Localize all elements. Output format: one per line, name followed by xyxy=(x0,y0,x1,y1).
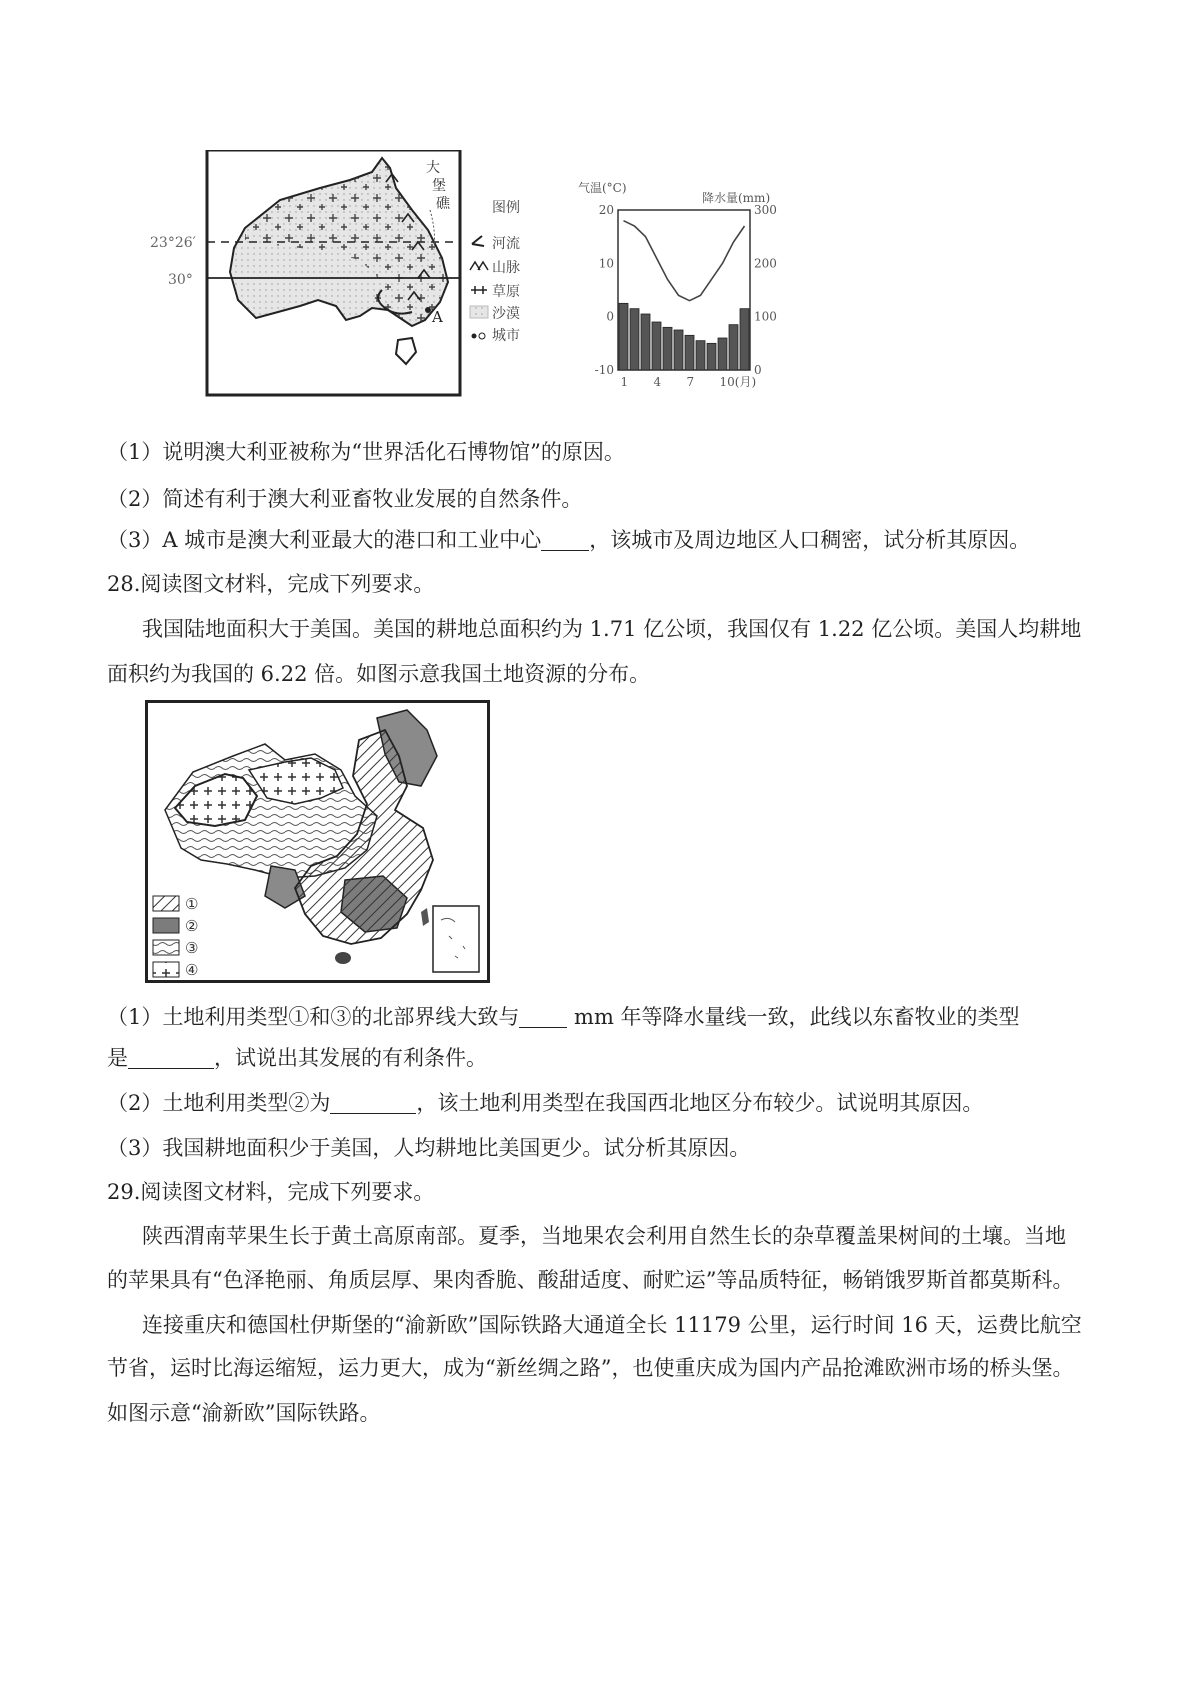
legend-desert-label: 沙漠 xyxy=(492,306,520,322)
q28-sub1-line2 xyxy=(107,1043,487,1073)
x-tick-1: 4 xyxy=(653,375,662,389)
hainan-island xyxy=(335,952,351,964)
right-tick-3: 0 xyxy=(754,363,762,377)
legend-2-label: ② xyxy=(185,917,199,935)
legend-river-label: 河流 xyxy=(492,236,520,252)
q28-sub2-blank[interactable] xyxy=(330,1091,416,1114)
legend-grassland-label: 草原 xyxy=(492,284,520,300)
climate-chart xyxy=(570,180,820,410)
q28-sub1-text-b: mm 年等降水量线一致，此线以东畜牧业的类型 xyxy=(567,1005,1020,1029)
x-tick-labels xyxy=(621,375,757,389)
y-right-axis-label: 降水量(mm) xyxy=(702,191,771,205)
city-a-label: A xyxy=(432,308,443,326)
q28-sub2 xyxy=(107,1088,983,1118)
city-a-dot xyxy=(425,307,431,313)
q28-para-line1: 我国陆地面积大于美国。美国的耕地总面积约为 1.71 亿公顷，我国仅有 1.22 亿公顷。美国人均耕地 xyxy=(142,617,1082,641)
x-tick-0: 1 xyxy=(620,375,629,389)
q28-sub1-blank-1[interactable] xyxy=(519,1005,567,1028)
q28-sub2-text-b: ，该土地利用类型在我国西北地区分布较少。试说明其原因。 xyxy=(416,1091,984,1115)
q28-para-line2: 面积约为我国的 6.22 倍。如图示意我国土地资源的分布。 xyxy=(107,662,651,686)
q27-sub3-blank[interactable] xyxy=(541,528,589,551)
left-tick-0: 20 xyxy=(598,203,614,217)
reef-label-3: 礁 xyxy=(436,196,450,212)
precip-bar-9 xyxy=(707,343,716,370)
legend-3-swatch xyxy=(153,940,179,955)
china-land-use-map xyxy=(145,700,490,985)
precip-bar-11 xyxy=(729,325,738,370)
q27-sub1: （1）说明澳大利亚被称为“世界活化石博物馆”的原因。 xyxy=(107,440,625,464)
x-tick-3: 10(月) xyxy=(719,375,757,389)
legend-desert-icon xyxy=(470,306,488,318)
australia-map-figure xyxy=(150,150,550,410)
precip-bar-8 xyxy=(696,341,705,370)
x-tick-2: 7 xyxy=(686,375,695,389)
y-left-axis-label: 气温(°C) xyxy=(578,181,627,195)
right-tick-0: 300 xyxy=(754,203,777,217)
q29-para-line1: 陕西渭南苹果生长于黄土高原南部。夏季，当地果农会利用自然生长的杂草覆盖果树间的土壤。当地 xyxy=(142,1224,1066,1248)
right-tick-labels xyxy=(754,203,777,377)
left-tick-labels xyxy=(595,203,614,377)
legend-3-label: ③ xyxy=(185,939,199,957)
q29-para-line3: 连接重庆和德国杜伊斯堡的“渝新欧”国际铁路大通道全长 11179 公里，运行时间 16 天，运费比航空 xyxy=(142,1313,1082,1337)
legend-1-swatch xyxy=(153,896,179,911)
left-tick-3: -10 xyxy=(594,363,614,377)
q28-sub1-text-a: （1）土地利用类型①和③的北部界线大致与 xyxy=(107,1005,520,1029)
q29-heading: 29.阅读图文材料，完成下列要求。 xyxy=(107,1180,435,1204)
legend-city-label: 城市 xyxy=(492,328,520,344)
right-tick-2: 100 xyxy=(754,309,777,324)
q29-para-line5: 如图示意“渝新欧”国际铁路。 xyxy=(107,1401,381,1425)
q28-sub1-text-c: 是 xyxy=(107,1046,128,1070)
precip-bar-10 xyxy=(718,338,727,370)
q28-sub3: （3）我国耕地面积少于美国，人均耕地比美国更少。试分析其原因。 xyxy=(107,1136,751,1160)
q29-para-line4: 节省，运时比海运缩短，运力更大，成为“新丝绸之路”，也使重庆成为国内产品抢滩欧洲市场的桥头堡。 xyxy=(107,1356,1074,1380)
precip-bar-5 xyxy=(663,327,672,370)
reef-label-1: 大 xyxy=(426,160,440,176)
q27-sub2: （2）简述有利于澳大利亚畜牧业发展的自然条件。 xyxy=(107,487,583,511)
legend-grassland-icon xyxy=(471,286,487,294)
precip-bar-7 xyxy=(685,335,694,370)
legend-river-icon xyxy=(472,236,484,246)
q28-sub2-text-a: （2）土地利用类型②为 xyxy=(107,1091,331,1115)
south-china-sea-inset xyxy=(433,906,479,972)
legend-4-label: ④ xyxy=(185,961,199,979)
tropic-label: 23°26′ xyxy=(150,235,196,251)
q27-sub3-text-b: ，该城市及周边地区人口稠密，试分析其原因。 xyxy=(589,528,1031,552)
left-tick-1: 10 xyxy=(598,256,614,271)
precip-bar-12 xyxy=(740,309,749,370)
legend-2-swatch xyxy=(153,918,179,933)
q29-para-line2: 的苹果具有“色泽艳丽、角质层厚、果肉香脆、酸甜适度、耐贮运”等品质特征，畅销饿罗斯首都莫斯科。 xyxy=(107,1268,1074,1292)
left-tick-2: 0 xyxy=(606,309,614,324)
q28-sub1-blank-2[interactable] xyxy=(128,1046,214,1069)
legend-4-swatch xyxy=(153,962,179,977)
legend-1-label: ① xyxy=(185,895,199,913)
legend-city-icon xyxy=(472,333,486,339)
precip-bar-6 xyxy=(674,330,683,370)
q28-sub1-text-d: ，试说出其发展的有利条件。 xyxy=(214,1046,487,1070)
precip-bar-1 xyxy=(619,303,628,370)
q27-sub3 xyxy=(107,525,1030,555)
legend-mountain-label: 山脉 xyxy=(492,260,520,276)
q28-heading: 28.阅读图文材料，完成下列要求。 xyxy=(107,572,435,596)
precip-bar-4 xyxy=(652,322,661,370)
q27-sub3-text-a: （3）A 城市是澳大利亚最大的港口和工业中心 xyxy=(107,528,542,552)
legend-title: 图例 xyxy=(492,200,520,216)
q28-sub1-line1 xyxy=(107,1002,1020,1032)
right-tick-1: 200 xyxy=(754,256,777,271)
precip-bar-3 xyxy=(641,314,650,370)
reef-label-2: 堡 xyxy=(432,178,446,194)
legend-mountain-icon xyxy=(470,262,488,270)
lat-30-label: 30° xyxy=(168,272,193,288)
precip-bar-2 xyxy=(630,309,639,370)
